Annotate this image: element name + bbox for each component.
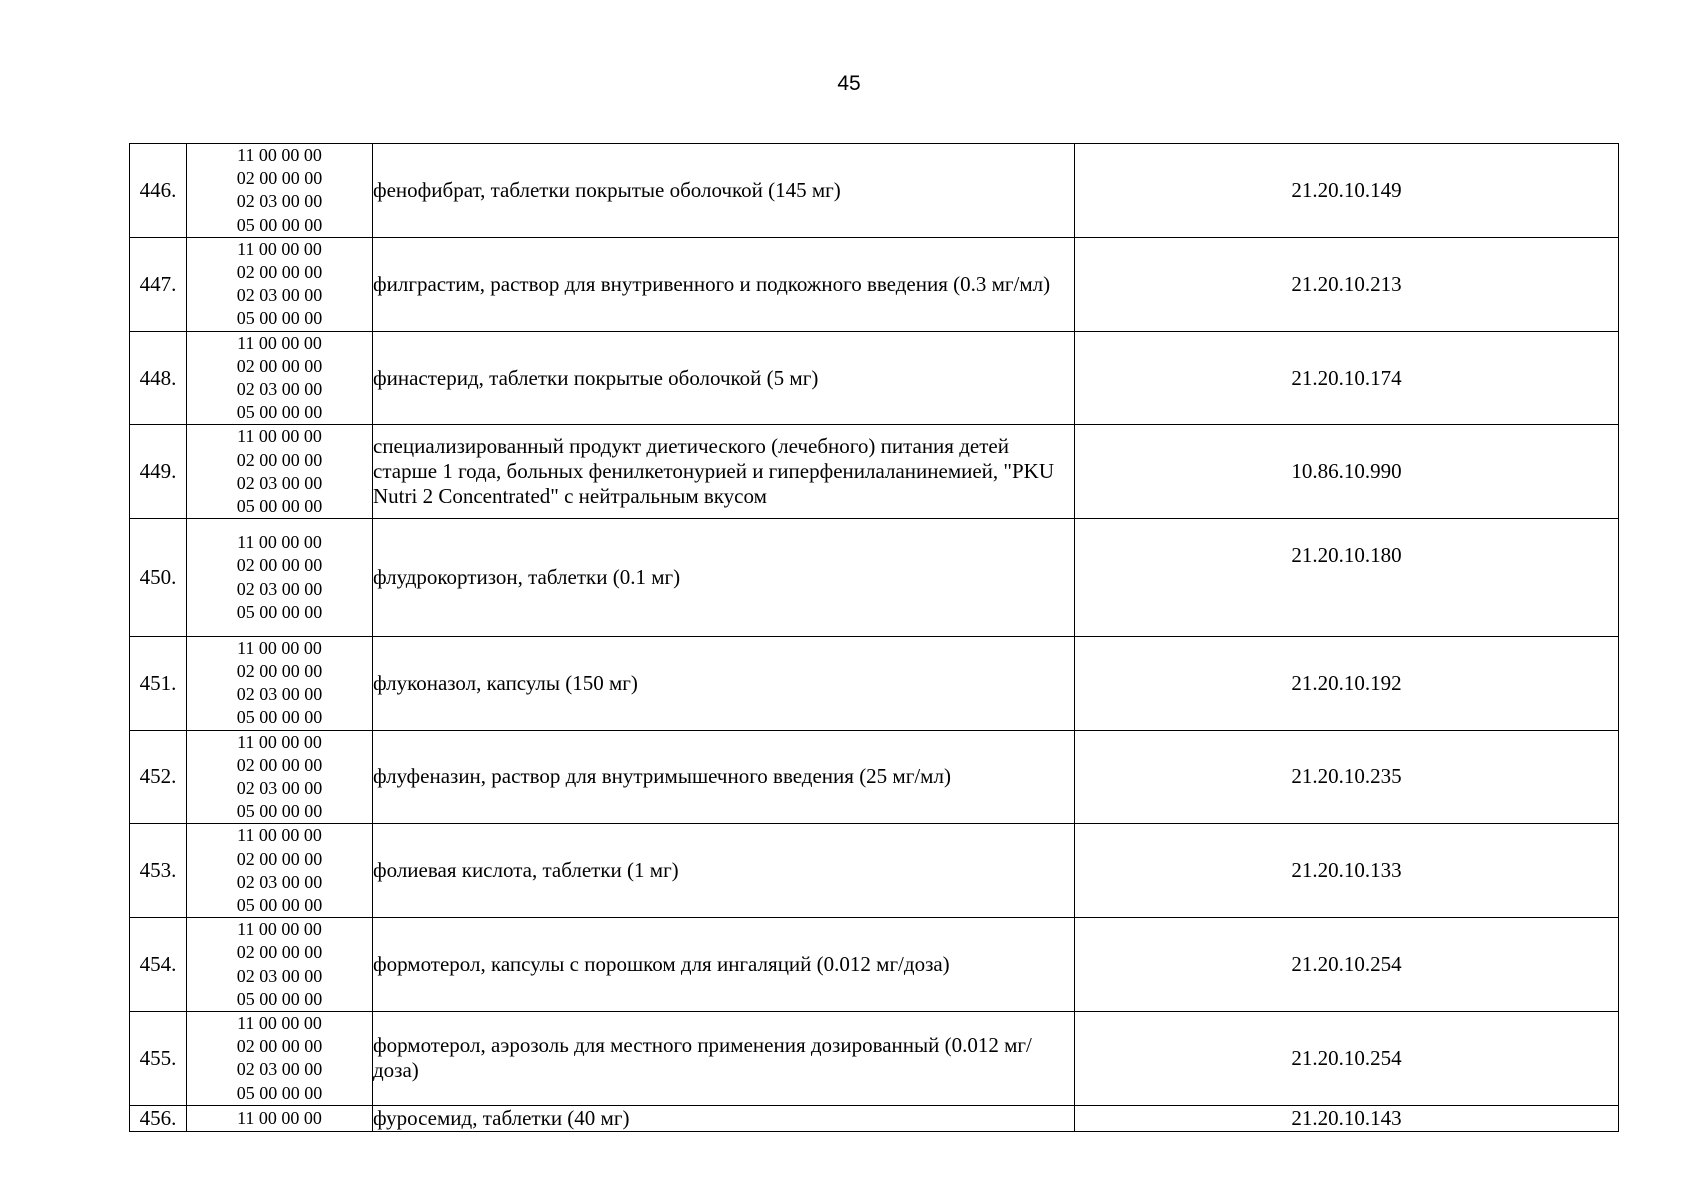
code-line: 05 00 00 00 [236,308,323,329]
table-row [130,1012,1619,1106]
okpd-code: 21.20.10.143 [1075,1105,1619,1131]
classifier-codes [187,519,373,637]
table-row [130,144,1619,238]
code-line: 02 03 00 00 [236,285,323,306]
table-row [130,824,1619,918]
code-line: 02 03 00 00 [236,777,323,798]
drug-name: фенофибрат, таблетки покрытые оболочкой (145 мг) [373,144,1075,238]
code-line: 02 03 00 00 [236,1059,323,1080]
classifier-codes [187,918,373,1012]
row-number: 452. [130,730,187,824]
table-row [130,331,1619,425]
okpd-code: 21.20.10.192 [1075,636,1619,730]
row-number: 456. [130,1105,187,1131]
code-line: 05 00 00 00 [236,894,323,915]
page-number: 45 [837,72,861,95]
drug-name: флуконазол, капсулы (150 мг) [373,636,1075,730]
drug-name: филграстим, раствор для внутривенного и подкожного введения (0.3 мг/мл) [373,237,1075,331]
classifier-codes [187,331,373,425]
row-number: 449. [130,425,187,519]
table-row [130,918,1619,1012]
code-line: 02 03 00 00 [236,472,323,493]
code-line: 11 00 00 00 [237,919,322,940]
code-line: 11 00 00 00 [237,1107,322,1128]
code-line: 11 00 00 00 [237,825,322,846]
drug-name: формотерол, капсулы с порошком для ингаляций (0.012 мг/доза) [373,918,1075,1012]
code-line: 05 00 00 00 [236,402,323,423]
table-row [130,730,1619,824]
okpd-code: 21.20.10.133 [1075,824,1619,918]
drug-name: флудрокортизон, таблетки (0.1 мг) [373,519,1075,637]
classifier-codes [187,636,373,730]
row-number: 446. [130,144,187,238]
code-line: 11 00 00 00 [237,637,322,658]
drug-name: флуфеназин, раствор для внутримышечного введения (25 мг/мл) [373,730,1075,824]
code-line: 05 00 00 00 [236,707,323,728]
code-line: 02 00 00 00 [236,660,323,681]
table-row [130,1105,1619,1131]
code-line: 11 00 00 00 [237,238,322,259]
table-row [130,636,1619,730]
row-number: 447. [130,237,187,331]
code-line: 02 03 00 00 [236,684,323,705]
code-line: 11 00 00 00 [237,332,322,353]
code-line: 02 00 00 00 [236,355,323,376]
code-line: 11 00 00 00 [237,1013,322,1033]
code-line: 02 00 00 00 [236,449,323,470]
code-line: 02 03 00 00 [236,191,323,212]
code-line: 02 03 00 00 [236,578,323,599]
classifier-codes [187,425,373,519]
okpd-code: 21.20.10.254 [1075,918,1619,1012]
okpd-code: 21.20.10.254 [1075,1012,1619,1106]
okpd-code: 21.20.10.235 [1075,730,1619,824]
code-line: 02 03 00 00 [236,379,323,400]
code-line: 02 00 00 00 [236,1036,323,1057]
row-number: 454. [130,918,187,1012]
drug-name: финастерид, таблетки покрытые оболочкой (5 мг) [373,331,1075,425]
okpd-code: 21.20.10.180 [1075,519,1619,637]
table-row [130,519,1619,637]
okpd-code: 10.86.10.990 [1075,425,1619,519]
code-line: 02 00 00 00 [236,555,323,576]
okpd-code: 21.20.10.213 [1075,237,1619,331]
code-line: 11 00 00 00 [237,145,322,165]
row-number: 455. [130,1012,187,1106]
table-row [130,237,1619,331]
code-line: 05 00 00 00 [236,601,323,622]
row-number: 453. [130,824,187,918]
row-number: 450. [130,519,187,637]
classifier-codes [187,1012,373,1106]
classifier-codes [187,237,373,331]
code-line: 05 00 00 00 [236,1082,323,1103]
code-line: 02 03 00 00 [236,871,323,892]
classifier-codes [187,730,373,824]
medication-table [129,143,1619,1132]
table-row [130,425,1619,519]
code-line: 02 00 00 00 [236,168,323,189]
code-line: 02 03 00 00 [236,965,323,986]
classifier-codes [187,1105,373,1131]
drug-name: формотерол, аэрозоль для местного применения дозированный (0.012 мг/доза) [373,1012,1075,1106]
okpd-code: 21.20.10.174 [1075,331,1619,425]
code-line: 05 00 00 00 [236,801,323,822]
row-number: 451. [130,636,187,730]
code-line: 02 00 00 00 [236,262,323,283]
code-line: 05 00 00 00 [236,496,323,517]
drug-name: фуросемид, таблетки (40 мг) [373,1105,1075,1131]
classifier-codes [187,824,373,918]
code-line: 02 00 00 00 [236,942,323,963]
code-line: 11 00 00 00 [237,426,322,447]
code-line: 11 00 00 00 [237,731,322,752]
drug-name: фолиевая кислота, таблетки (1 мг) [373,824,1075,918]
code-line: 05 00 00 00 [236,988,323,1009]
code-line: 11 00 00 00 [237,532,322,553]
okpd-code: 21.20.10.149 [1075,144,1619,238]
code-line: 05 00 00 00 [236,214,323,235]
drug-name: специализированный продукт диетического (лечебного) питания детей старше 1 года, больных фенилкетонурией и гиперфенилаланинемией, "PKU Nutri 2 Concentrated" с нейтральным вкусом [373,425,1075,519]
code-line: 02 00 00 00 [236,848,323,869]
row-number: 448. [130,331,187,425]
code-line: 02 00 00 00 [236,754,323,775]
classifier-codes [187,144,373,238]
